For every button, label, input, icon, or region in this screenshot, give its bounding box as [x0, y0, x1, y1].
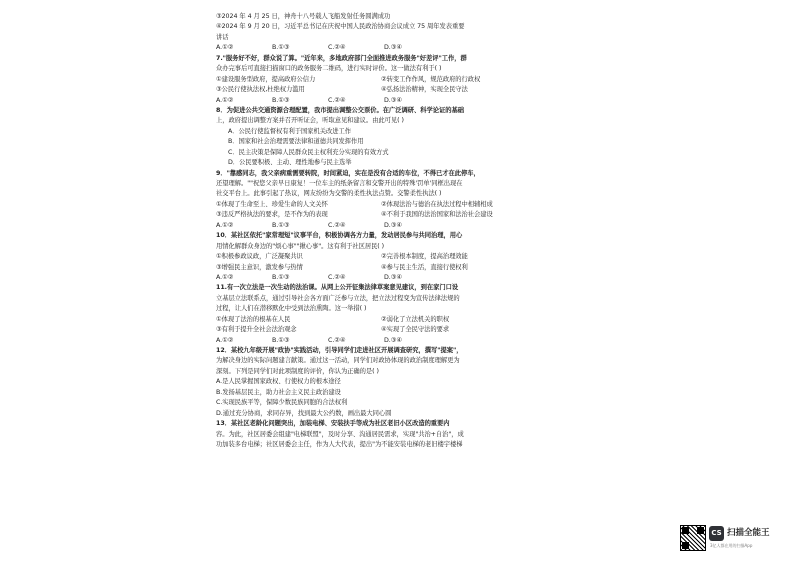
- option-row: [216, 252, 546, 262]
- option-text: ④参与民主生活，直接行使权利: [381, 263, 468, 271]
- text-line: 深刻。下列是同学们对此项制度的评价，你认为正确的是( ): [216, 367, 379, 375]
- option-text: ②完善根本制度，提高治理效能: [381, 253, 468, 261]
- option-text: B.①③: [272, 336, 290, 344]
- text-line: ③2024 年 4 月 25 日，神舟十八号载人飞船发射任务圆满成功: [216, 13, 391, 20]
- option-text: D.③④: [384, 221, 402, 229]
- option-text: D.③④: [384, 44, 402, 52]
- option-text: B.①③: [272, 44, 290, 52]
- option-row: [216, 221, 546, 231]
- text-line: 社交平台上。此事引起了热议，网友纷纷为交警的柔性执法点赞。交警柔性执法( ): [216, 190, 442, 198]
- text-line: 功加装多台电梯；社区居委会主任，作为人大代表，提出"为不能安装电梯的老旧楼宇楼梯: [216, 440, 463, 448]
- option-row: [216, 75, 546, 85]
- text-line: 过程，让人们在潜移默化中受到法治熏陶。这一举措( ): [216, 305, 367, 313]
- text-line: 立基层立法联系点，通过引导社会各方面广泛参与立法，把立法过程变为宣传法律法规的: [216, 294, 460, 302]
- text-line: C．民主决策是保障人民群众民主权利充分实现的有效方式: [228, 148, 389, 156]
- text-line: A．公民行使监督权有利于国家机关改进工作: [228, 127, 351, 135]
- text-line: D．公民要积极、主动、理性地参与民主选举: [228, 159, 352, 167]
- option-text: ②弱化了立法机关的职权: [381, 315, 450, 323]
- option-row: [216, 210, 546, 220]
- option-text: D.③④: [384, 273, 402, 281]
- option-text: ①体现了生命至上、珍爱生命的人文关怀: [216, 200, 328, 208]
- question-stem: 8．为促进公共交通资源合理配置，我市提出调整公交票价。在广泛调研、科学论证的基础: [216, 106, 464, 114]
- text-line: B.发扬基层民主，助力社会主义民主政治建设: [216, 388, 341, 396]
- question-stem: 12．某校九年级开展"政协"实践活动，引导同学们走进社区开展调查研究，撰写"提案"，: [216, 347, 463, 354]
- option-text: ①建设服务型政府，提高政府公信力: [216, 75, 316, 83]
- question-stem: 10．某社区依托"家常理短"议事平台，积极协调各方力量，发动居民参与共同治理，用心: [216, 232, 463, 240]
- option-row: [216, 96, 546, 106]
- option-text: ③有利于提升全社会法治观念: [216, 326, 297, 334]
- option-text: A.①②: [216, 336, 234, 344]
- option-text: ④不利于我国的法治国家和法治社会建设: [381, 211, 493, 219]
- option-text: C.②④: [328, 221, 346, 229]
- option-text: A.①②: [216, 44, 234, 52]
- text-line: 众办完事后可直接扫描窗口的政务服务二维码，进行实时评价。这一做法有利于( ): [216, 65, 442, 73]
- option-text: A.①②: [216, 96, 234, 104]
- option-text: ③违反严格执法的要求，是不作为的表现: [216, 211, 328, 219]
- option-text: ③公民行使执法权,杜绝权力滥用: [216, 86, 305, 94]
- option-text: A.①②: [216, 273, 234, 281]
- question-stem: 7."服务好不好，群众说了算。"近年来，多地政府部门全面推进政务服务"好差评"工作，群: [216, 54, 467, 62]
- option-row: [216, 325, 546, 335]
- text-line: 还望理解。""祝您父亲早日康复！一位车主的纸条留言和交警开出的特殊'罚单'同框出现在: [216, 180, 463, 187]
- option-row: [216, 85, 546, 95]
- scanner-slogan: 3亿人都在用的扫描App: [710, 543, 753, 548]
- option-text: C.②④: [328, 44, 346, 52]
- qr-code-icon: [680, 525, 706, 551]
- option-row: [216, 315, 546, 325]
- option-text: ①体现了法治的根基在人民: [216, 315, 291, 323]
- option-text: ②转变工作作风，规范政府的行政权: [381, 75, 481, 83]
- option-text: C.②④: [328, 336, 346, 344]
- option-row: [216, 273, 546, 283]
- option-text: D.③④: [384, 336, 402, 344]
- question-stem: 9．"靠感同志，我父亲病重需要转院，时间紧迫，实在是没有合适的车位，不得已才在此停车，: [216, 169, 480, 177]
- option-row: [216, 263, 546, 273]
- exam-page: [216, 12, 546, 496]
- option-text: C.②④: [328, 96, 346, 104]
- option-text: C.②④: [328, 273, 346, 281]
- text-line: B．国家和社会治理需要法律和道德共同发挥作用: [228, 138, 364, 146]
- text-line: A.是人民掌握国家政权、行使权力的根本途径: [216, 378, 341, 386]
- text-line: D.通过充分协商，求同存异，找到最大公约数，画出最大同心圆: [216, 409, 392, 417]
- option-row: [216, 200, 546, 210]
- text-line: 容。为此，社区居委会组建"电梯联盟"，及时分享、沟通居民需求，实现"共治+自治"，成: [216, 430, 464, 438]
- camscanner-logo: CS: [709, 526, 724, 541]
- option-text: B.①③: [272, 221, 290, 229]
- text-line: 上，政府提出调整方案并召开听证会，听取意见和建议。由此可见( ): [216, 117, 404, 125]
- question-stem: 13．某社区老龄化问题突出，加装电梯、安装扶手等成为社区老旧小区改造的重要内: [216, 420, 450, 428]
- option-text: B.①③: [272, 273, 290, 281]
- option-text: D.③④: [384, 96, 402, 104]
- option-text: A.①②: [216, 221, 234, 229]
- option-text: B.①③: [272, 96, 290, 104]
- option-row: [216, 336, 546, 346]
- option-text: ①积极参政议政，广泛凝聚共识: [216, 253, 303, 261]
- text-line: 为解决身边的实际问题建言献策。通过这一活动，同学们对政协体现的政治制度理解更为: [216, 357, 460, 365]
- option-text: ②体现法治与德治在执法过程中相辅相成: [381, 200, 493, 208]
- option-text: ③增强民主意识，激发参与热情: [216, 263, 303, 271]
- scanner-watermark: [680, 525, 788, 551]
- scanner-brand: 扫描全能王: [727, 528, 770, 538]
- text-line: 讲话: [216, 33, 229, 41]
- option-row: [216, 43, 546, 53]
- text-line: C.实现民族平等，保障少数民族同胞的合法权利: [216, 399, 348, 407]
- text-line: ④2024 年 9 月 20 日，习近平总书记在庆祝中国人民政治协商会议成立 75 周年发表重要: [216, 23, 465, 31]
- text-line: 用情化解群众身边的"烦心事""揪心事"。这有利于社区居民( ): [216, 242, 385, 250]
- option-text: ④弘扬法治精神，实现全民守法: [381, 86, 468, 94]
- option-text: ④实现了全民守法的要求: [381, 326, 450, 334]
- question-stem: 11.有一次立法是一次生动的法治课。从网上公开征集法律草案意见建议，到在家门口设: [216, 284, 459, 292]
